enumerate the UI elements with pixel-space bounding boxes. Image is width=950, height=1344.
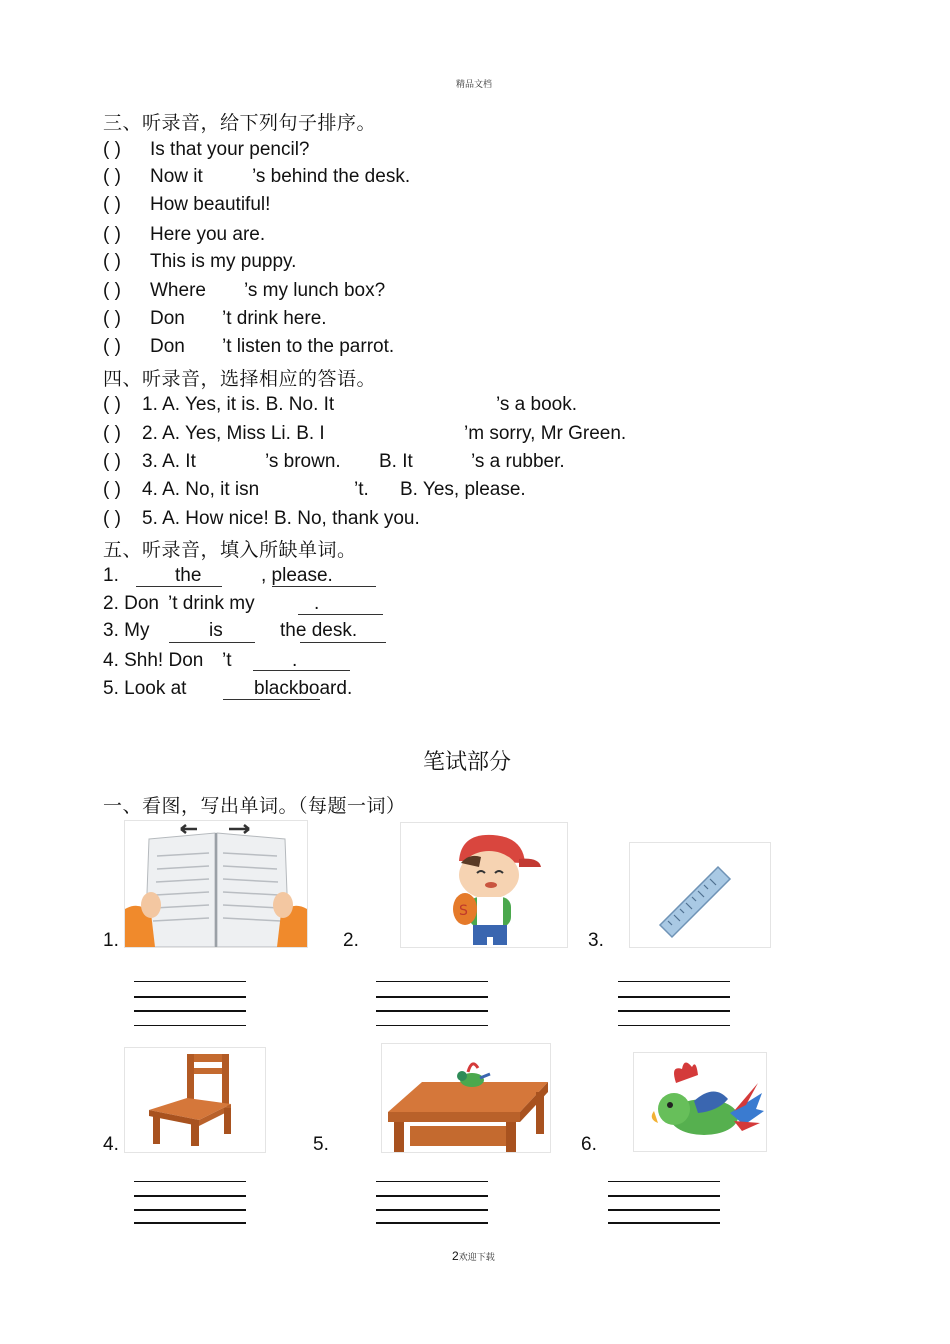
answer-bracket[interactable]: ( )	[103, 224, 121, 245]
footer-text: 欢迎下载	[458, 1253, 495, 1263]
answer-bracket[interactable]: ( )	[103, 139, 121, 160]
writing-line[interactable]	[134, 1195, 246, 1197]
answer-bracket[interactable]: ( )	[103, 280, 121, 301]
answer-bracket[interactable]: ( )	[103, 508, 121, 529]
writing-line[interactable]	[376, 981, 488, 982]
writing-line[interactable]	[134, 1010, 246, 1012]
blank-line[interactable]	[136, 586, 222, 587]
answer-bracket[interactable]: ( )	[103, 394, 121, 415]
item-text-cont: blackboard.	[254, 678, 353, 699]
answer-bracket[interactable]: ( )	[103, 423, 121, 444]
writing-line[interactable]	[618, 996, 730, 998]
writing-line[interactable]	[376, 1222, 488, 1224]
page-footer	[452, 1247, 495, 1265]
writing-line[interactable]	[608, 1195, 720, 1197]
picture-number: 6.	[581, 1134, 597, 1155]
writing-line[interactable]	[618, 1010, 730, 1012]
item-text-cont: the desk.	[280, 620, 358, 641]
sentence-text: Don	[150, 336, 185, 357]
answer-bracket[interactable]: ( )	[103, 479, 121, 500]
page-header: 精品文档	[456, 80, 493, 90]
blank-line[interactable]	[169, 642, 255, 643]
question-text: 2. A. Yes, Miss Li. B. I	[142, 423, 325, 444]
list-item	[103, 308, 327, 330]
sentence-text-cont: ’s my lunch box?	[244, 280, 386, 301]
writing-line[interactable]	[134, 1025, 246, 1026]
item-text-cont: ’t	[222, 650, 232, 671]
list-item	[103, 650, 298, 672]
blank-line[interactable]	[298, 614, 383, 615]
option-b-text: B. Yes, please.	[400, 479, 526, 500]
blank-line[interactable]	[300, 642, 386, 643]
picture-number: 5.	[313, 1134, 329, 1155]
answer-bracket[interactable]: ( )	[103, 194, 121, 215]
writing-line[interactable]	[608, 1181, 720, 1182]
answer-bracket[interactable]: ( )	[103, 166, 121, 187]
item-text: 4. Shh! Don	[103, 650, 204, 671]
writing-line[interactable]	[134, 1222, 246, 1224]
chair-icon	[125, 1048, 265, 1152]
blank-line[interactable]	[272, 586, 376, 587]
sentence-text: Don	[150, 308, 185, 329]
book-icon	[125, 821, 307, 947]
page-number: 2	[452, 1249, 459, 1263]
writing-line[interactable]	[608, 1209, 720, 1211]
sentence-text: Now it	[150, 166, 203, 187]
item-punctuation: .	[292, 650, 298, 671]
option-b-text-cont: ’s a rubber.	[471, 451, 565, 472]
book-picture	[124, 820, 308, 948]
answer-bracket[interactable]: ( )	[103, 451, 121, 472]
list-item	[103, 678, 353, 700]
list-item	[103, 139, 310, 161]
blank-line[interactable]	[223, 699, 320, 700]
written-part-heading: 笔试部分	[423, 750, 512, 775]
item-text-cont: ’t drink my	[168, 593, 255, 614]
list-item	[103, 620, 358, 642]
list-item	[103, 280, 386, 302]
item-text: 3. My	[103, 620, 150, 641]
item-text-cont: , please.	[261, 565, 333, 586]
desk-icon	[382, 1044, 550, 1152]
picture-number: 3.	[588, 930, 604, 951]
sentence-text-cont: ’t drink here.	[222, 308, 327, 329]
writing-line[interactable]	[134, 981, 246, 982]
writing-line[interactable]	[376, 996, 488, 998]
writing-line[interactable]	[134, 1181, 246, 1182]
item-text: 2. Don	[103, 593, 159, 614]
question-text: 4. A. No, it isn	[142, 479, 260, 500]
question-text-cont: ’m sorry, Mr Green.	[464, 423, 627, 444]
filled-word: is	[209, 620, 223, 641]
picture-number: 4.	[103, 1134, 119, 1155]
desk-with-bird-picture	[381, 1043, 551, 1153]
answer-bracket[interactable]: ( )	[103, 336, 121, 357]
question-text: 3. A. It	[142, 451, 196, 472]
chair-picture	[124, 1047, 266, 1153]
question-text: 5. A. How nice! B. No, thank you.	[142, 508, 420, 529]
list-item	[103, 565, 333, 587]
blank-line[interactable]	[253, 670, 350, 671]
writing-line[interactable]	[618, 1025, 730, 1026]
item-text: 1.	[103, 565, 119, 586]
list-item	[103, 508, 420, 530]
section5-title: 五、听录音，填入所缺单词。	[103, 539, 357, 561]
section4-title: 四、听录音，选择相应的答语。	[103, 368, 377, 390]
list-item	[103, 479, 526, 501]
parrot-picture	[633, 1052, 767, 1152]
sentence-text: Where	[150, 280, 206, 301]
boy-icon	[401, 823, 567, 947]
writing-line[interactable]	[618, 981, 730, 982]
ruler-icon	[630, 843, 770, 947]
writing-line[interactable]	[376, 1209, 488, 1211]
sentence-text: Is that your pencil?	[150, 139, 310, 160]
sentence-text: How beautiful!	[150, 194, 271, 215]
option-b-text: B. It	[379, 451, 413, 472]
section3-title: 三、听录音，给下列句子排序。	[103, 112, 377, 134]
writing-line[interactable]	[376, 1010, 488, 1012]
writing-line[interactable]	[608, 1222, 720, 1224]
writing-line[interactable]	[134, 996, 246, 998]
sentence-text: Here you are.	[150, 224, 266, 245]
answer-bracket[interactable]: ( )	[103, 251, 121, 272]
list-item	[103, 394, 577, 416]
svg-text:S: S	[459, 903, 468, 919]
list-item	[103, 423, 627, 445]
question-text-cont: ’t.	[354, 479, 369, 500]
list-item	[103, 336, 395, 358]
list-item	[103, 224, 266, 246]
item-text: 5. Look at	[103, 678, 187, 699]
picture-number: 2.	[343, 930, 359, 951]
sentence-text-cont: ’t listen to the parrot.	[222, 336, 395, 357]
answer-bracket[interactable]: ( )	[103, 308, 121, 329]
list-item	[103, 194, 271, 216]
ruler-picture	[629, 842, 771, 948]
picture-number: 1.	[103, 930, 119, 951]
boy-eating-picture	[400, 822, 568, 948]
writing-line[interactable]	[376, 1025, 488, 1026]
list-item	[103, 166, 411, 188]
list-item	[103, 451, 565, 473]
sentence-text-cont: ’s behind the desk.	[252, 166, 411, 187]
sentence-text: This is my puppy.	[150, 251, 297, 272]
writing-line[interactable]	[376, 1195, 488, 1197]
written-part1-title: 一、看图，写出单词。（每题一词）	[103, 795, 406, 817]
writing-line[interactable]	[134, 1209, 246, 1211]
question-text: 1. A. Yes, it is. B. No. It	[142, 394, 335, 415]
writing-line[interactable]	[376, 1181, 488, 1182]
list-item	[103, 593, 320, 615]
filled-word: the	[175, 565, 202, 586]
question-text-cont: ’s a book.	[496, 394, 577, 415]
item-punctuation: .	[314, 593, 320, 614]
question-text-cont: ’s brown.	[265, 451, 341, 472]
parrot-icon	[634, 1053, 766, 1151]
list-item	[103, 251, 297, 273]
